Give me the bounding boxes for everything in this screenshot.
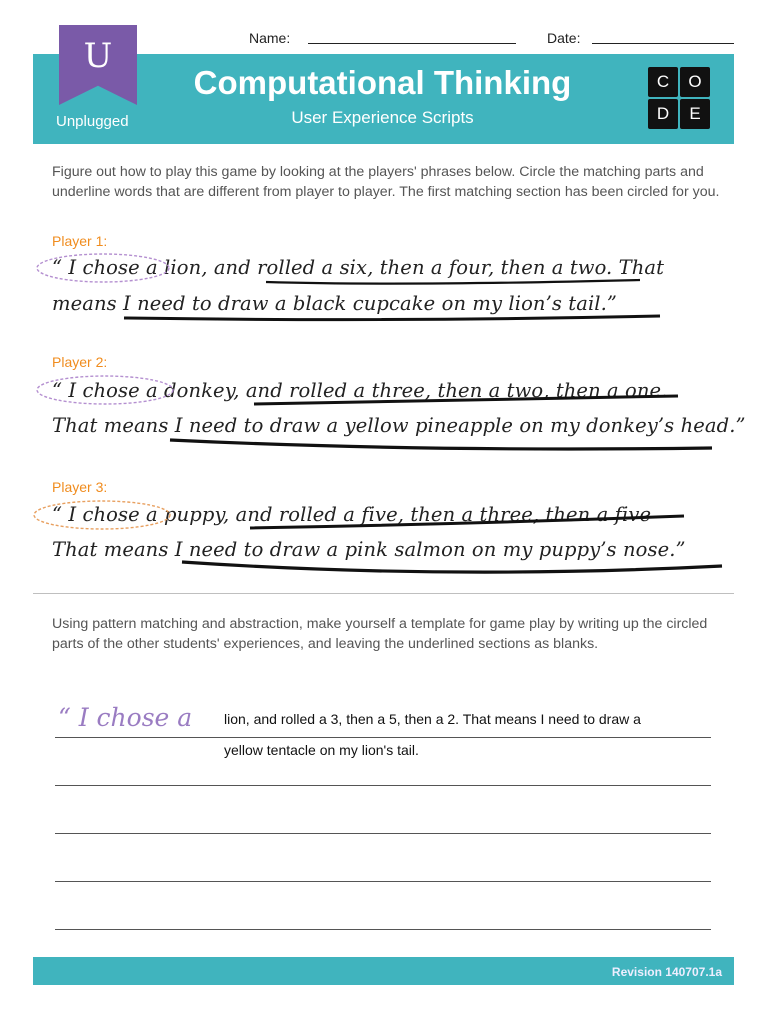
player-1-label: Player 1: [52,233,108,249]
badge-text: Unplugged [56,113,129,130]
name-label: Name: [249,30,291,46]
writing-line[interactable] [55,833,711,834]
date-field[interactable] [592,43,734,44]
player-1-line-1: “ I chose a lion, and rolled a six, then a four, then a two. That [52,256,665,279]
writing-line[interactable] [55,881,711,882]
underline-mark [170,440,712,449]
section-divider [33,593,734,594]
writing-line[interactable] [55,785,711,786]
logo-letter: C [648,67,678,97]
logo-letter: O [680,67,710,97]
player-3-line-2: That means I need to draw a pink salmon on my puppy’s nose.” [52,538,686,561]
writing-line[interactable] [55,929,711,930]
logo-letter: E [680,99,710,129]
writing-line[interactable] [55,737,711,738]
instructions-text: Figure out how to play this game by looking at the players' phrases below. Circle the matching parts and underline words that are different from player to player. The first matching section has been circled for you. [52,164,720,200]
page-title: Computational Thinking [193,64,572,101]
logo-letter: D [648,99,678,129]
template-handwritten-start: “ I chose a [58,703,193,732]
template-typed-line-2[interactable]: yellow tentacle on my lion's tail. [224,742,419,758]
name-field[interactable] [308,43,516,44]
code-logo [648,67,710,129]
underline-mark [266,280,640,284]
underline-mark [182,562,722,572]
player-2-label: Player 2: [52,354,108,370]
date-label: Date: [547,30,581,46]
page-subtitle: User Experience Scripts [291,108,474,127]
player-2-line-1: “ I chose a donkey, and rolled a three, then a two, then a one. [52,379,668,402]
badge-letter: U [83,36,113,76]
revision-label: Revision 140707.1a [611,965,722,979]
player-1-line-2: means I need to draw a black cupcake on my lion’s tail.” [52,292,617,315]
player-3-label: Player 3: [52,479,108,495]
underline-mark [124,316,660,320]
player-3-line-1: “ I chose a puppy, and rolled a five, then a three, then a five [52,503,652,526]
template-instructions: Using pattern matching and abstraction, make yourself a template for game play by writing up the circled parts of the other students' experiences, and leaving the underlined sections as blanks. [52,616,708,652]
template-typed-line-1[interactable]: lion, and rolled a 3, then a 5, then a 2. That means I need to draw a [224,711,641,727]
player-2-line-2: That means I need to draw a yellow pineapple on my donkey’s head.” [52,414,746,437]
